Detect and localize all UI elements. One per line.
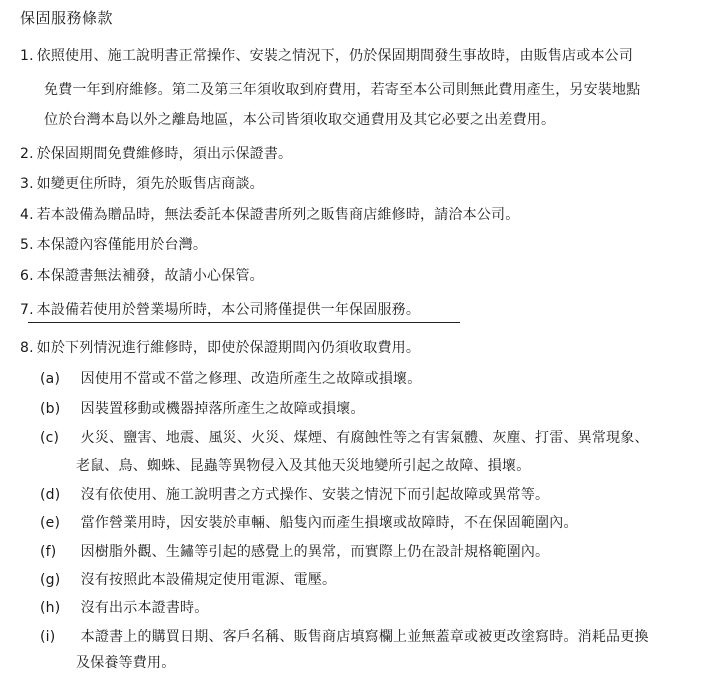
item-number: 3. bbox=[20, 176, 34, 192]
item-number: 7. bbox=[20, 302, 34, 318]
sub-item-text: 及保養等費用。 bbox=[76, 655, 176, 671]
list-item-6 bbox=[20, 266, 264, 286]
item-text-line: 本保證書無法補發，故請小心保管。 bbox=[36, 268, 264, 284]
sub-item-text: 老鼠、鳥、蜘蛛、昆蟲等異物侵入及其他天災地變所引起之故障、損壞。 bbox=[76, 458, 531, 474]
item-number: 1. bbox=[20, 48, 34, 64]
item-text-line: 本設備若使用於營業場所時，本公司將僅提供一年保固服務。 bbox=[36, 302, 421, 318]
item-number: 5. bbox=[20, 237, 34, 253]
sub-item-text: 因使用不當或不當之修理、改造所產生之故障或損壞。 bbox=[80, 371, 422, 387]
item-text-line: 如變更住所時，須先於販售店商談。 bbox=[36, 176, 264, 192]
sub-item-i bbox=[40, 627, 649, 647]
item-text-line: 於保固期間免費維修時，須出示保證書。 bbox=[36, 146, 293, 162]
sub-item-c-continuation bbox=[76, 456, 530, 476]
item-number: 4. bbox=[20, 207, 34, 223]
sub-item-text: 因裝置移動或機器掉落所產生之故障或損壞。 bbox=[80, 401, 365, 417]
sub-item-f bbox=[40, 542, 549, 562]
item-text-line: 如於下列情況進行維修時，即使於保證期間內仍須收取費用。 bbox=[36, 340, 421, 356]
item-text-line: 免費一年到府維修。第二及第三年須收取到府費用，若寄至本公司則無此費用產生，另安裝地點 bbox=[44, 82, 641, 98]
item-number: 2. bbox=[20, 146, 34, 162]
sub-item-label: (g) bbox=[40, 572, 61, 588]
list-item-1-continuation bbox=[44, 110, 555, 130]
sub-item-label: (d) bbox=[40, 487, 61, 503]
sub-item-label: (f) bbox=[40, 544, 57, 560]
list-item-7 bbox=[20, 300, 420, 320]
list-item-4 bbox=[20, 205, 519, 225]
sub-item-text: 沒有出示本證書時。 bbox=[80, 600, 209, 616]
sub-item-label: (c) bbox=[40, 430, 60, 446]
sub-item-label: (a) bbox=[40, 371, 61, 387]
sub-item-text: 沒有按照此本設備規定使用電源、電壓。 bbox=[80, 572, 337, 588]
item-text-line: 位於台灣本島以外之離島地區，本公司皆須收取交通費用及其它必要之出差費用。 bbox=[44, 112, 556, 128]
sub-item-label: (h) bbox=[40, 600, 61, 616]
sub-item-e bbox=[40, 513, 578, 533]
item-7-underline bbox=[28, 322, 460, 323]
item-text-line: 依照使用、施工說明書正常操作、安裝之情況下，仍於保固期間發生事故時，由販售店或本公司 bbox=[36, 48, 634, 64]
list-item-3 bbox=[20, 174, 264, 194]
sub-item-g bbox=[40, 570, 336, 590]
sub-item-label: (i) bbox=[40, 629, 56, 645]
sub-item-c bbox=[40, 428, 649, 448]
sub-item-text: 因樹脂外觀、生鏽等引起的感覺上的異常，而實際上仍在設計規格範圍內。 bbox=[80, 544, 550, 560]
list-item-8 bbox=[20, 338, 420, 358]
item-text-line: 若本設備為贈品時，無法委託本保證書所列之販售商店維修時，請洽本公司。 bbox=[36, 207, 520, 223]
sub-item-label: (e) bbox=[40, 515, 61, 531]
sub-item-text: 沒有依使用、施工說明書之方式操作、安裝之情況下而引起故障或異常等。 bbox=[80, 487, 550, 503]
item-text-line: 本保證內容僅能用於台灣。 bbox=[36, 237, 208, 253]
sub-item-text: 當作營業用時，因安裝於車輛、船隻內而產生損壞或故障時，不在保固範圍內。 bbox=[80, 515, 578, 531]
list-item-2 bbox=[20, 144, 292, 164]
sub-item-d bbox=[40, 485, 549, 505]
sub-item-label: (b) bbox=[40, 401, 61, 417]
document-title: 保固服務條款 bbox=[20, 9, 114, 27]
list-item-1 bbox=[20, 46, 633, 66]
sub-item-text: 本證書上的購買日期、客戶名稱、販售商店填寫欄上並無蓋章或被更改塗寫時。消耗品更換 bbox=[80, 629, 649, 645]
sub-item-text: 火災、鹽害、地震、風災、火災、煤煙、有腐蝕性等之有害氣體、灰塵、打雷、異常現象、 bbox=[80, 430, 649, 446]
sub-item-a bbox=[40, 369, 421, 389]
item-number: 8. bbox=[20, 340, 34, 356]
item-number: 6. bbox=[20, 268, 34, 284]
sub-item-i-continuation bbox=[76, 653, 175, 673]
list-item-1-continuation bbox=[44, 80, 640, 100]
sub-item-b bbox=[40, 399, 365, 419]
list-item-5 bbox=[20, 235, 207, 255]
sub-item-h bbox=[40, 598, 208, 618]
